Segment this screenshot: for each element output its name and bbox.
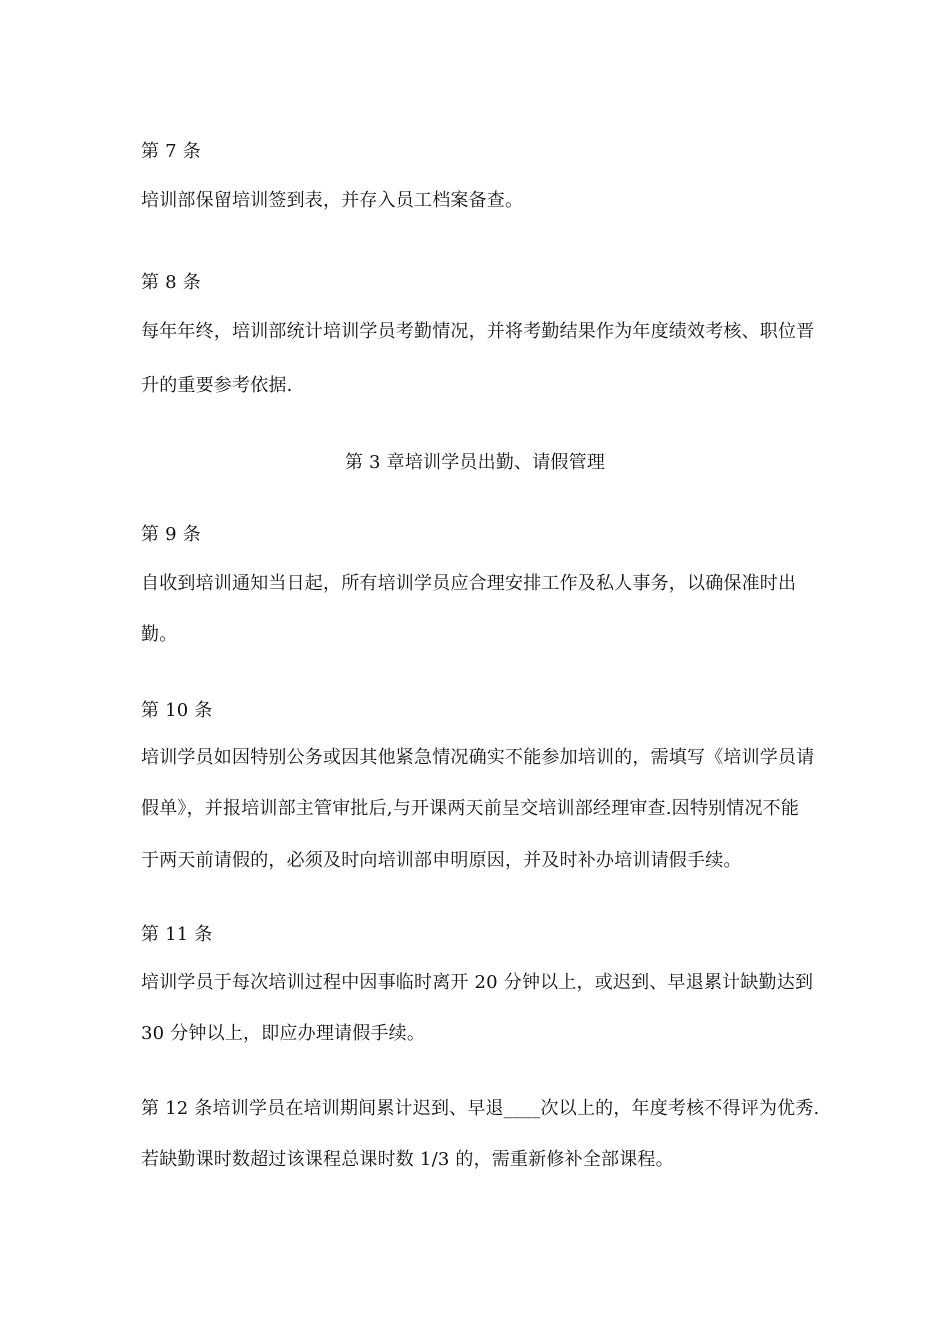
article-8-text-line-2: 升的重要参考依据. [141, 375, 293, 396]
article-7-heading: 第 7 条 [141, 141, 201, 162]
article-10-text-line-2: 假单》，并报培训部主管审批后,与开课两天前呈交培训部经理审查.因特别情况不能 [141, 798, 800, 819]
chapter-3-title: 第 3 章培训学员出勤、请假管理 [344, 452, 606, 473]
article-8-heading: 第 8 条 [141, 272, 201, 293]
article-11-text-line-1: 培训学员于每次培训过程中因事临时离开 20 分钟以上，或迟到、早退累计缺勤达到 [141, 972, 814, 993]
article-10-text-line-1: 培训学员如因特别公务或因其他紧急情况确实不能参加培训的，需填写《培训学员请 [141, 747, 815, 768]
article-11-text-line-2: 30 分钟以上，即应办理请假手续。 [141, 1023, 426, 1044]
article-10-text-line-3: 于两天前请假的，必须及时向培训部申明原因，并及时补办培训请假手续。 [141, 850, 742, 871]
article-11-heading: 第 11 条 [141, 924, 213, 945]
article-12-text-line-2: 若缺勤课时数超过该课程总课时数 1/3 的，需重新修补全部课程。 [141, 1149, 674, 1170]
article-8-text-line-1: 每年年终，培训部统计培训学员考勤情况，并将考勤结果作为年度绩效考核、职位晋 [141, 321, 815, 342]
article-9-heading: 第 9 条 [141, 524, 201, 545]
article-7-text: 培训部保留培训签到表，并存入员工档案备查。 [141, 190, 524, 211]
article-12-text-line-1: 第 12 条培训学员在培训期间累计迟到、早退____次以上的，年度考核不得评为优秀. [141, 1098, 820, 1119]
article-10-heading: 第 10 条 [141, 700, 213, 721]
article-9-text-line-2: 勤。 [141, 624, 178, 645]
article-9-text-line-1: 自收到培训通知当日起，所有培训学员应合理安排工作及私人事务，以确保准时出 [141, 573, 797, 594]
